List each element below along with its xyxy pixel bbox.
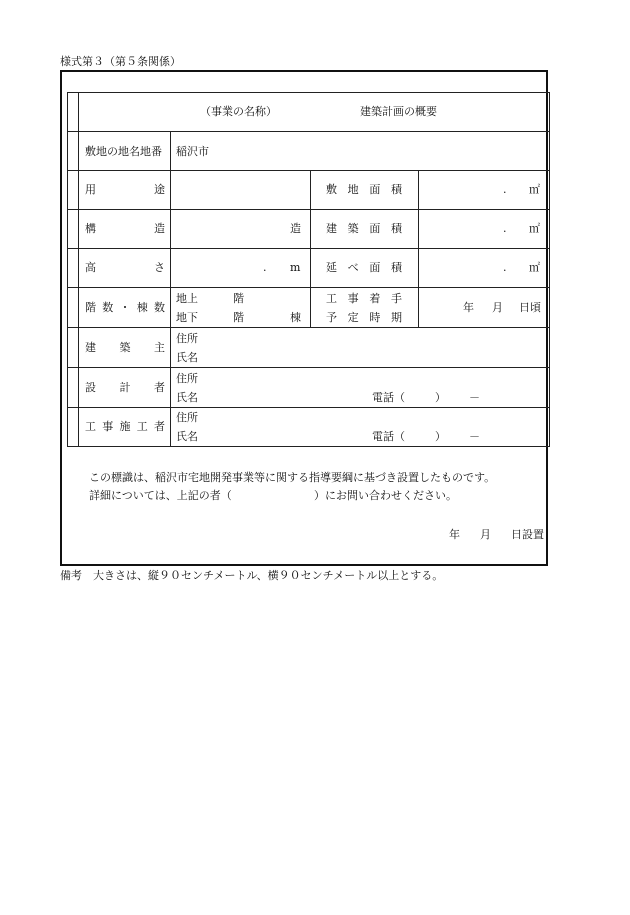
designer-phone-label: 電話（: [372, 391, 405, 404]
owner-label: 建 築 主: [85, 341, 165, 354]
start-year: 年: [463, 301, 474, 314]
sign-title: 建築計画の概要: [360, 105, 437, 118]
floor-area-unit: ㎡: [529, 261, 540, 274]
site-area-label: 敷 地 面 積: [326, 183, 402, 196]
start-day: 日頃: [519, 301, 541, 314]
designer-phone-dash: －: [469, 391, 480, 404]
building-area-unit: ㎡: [529, 222, 540, 235]
contractor-address-label: 住所: [176, 411, 198, 424]
designer-label: 設 計 者: [85, 381, 165, 394]
structure-suffix: 造: [290, 222, 301, 235]
start-label-line1: 工 事 着 手: [326, 292, 402, 305]
designer-address-label: 住所: [176, 372, 198, 385]
above-ground-label: 地上: [176, 292, 198, 305]
below-ground-unit: 階: [233, 311, 244, 324]
site-label: 敷地の地名地番: [85, 145, 162, 158]
contractor-label: 工 事 施 工 者: [85, 420, 165, 433]
site-area-dot: .: [503, 183, 507, 196]
floors-label: 階 数 ・ 棟 数: [85, 301, 165, 314]
notice-line-2a: 詳細については、上記の者（: [89, 489, 232, 502]
notice-line-2b: ）にお問い合わせください。: [314, 489, 457, 502]
project-name-label: （事業の名称）: [200, 105, 277, 118]
contractor-phone-dash: －: [469, 430, 480, 443]
height-label: 高 さ: [85, 261, 165, 274]
start-month: 月: [492, 301, 503, 314]
start-label-line2: 予 定 時 期: [326, 311, 402, 324]
building-area-dot: .: [503, 222, 507, 235]
floor-area-label: 延 べ 面 積: [326, 261, 402, 274]
building-count-unit: 棟: [290, 311, 301, 324]
installed-day: 日設置: [511, 528, 544, 541]
structure-label: 構 造: [85, 222, 165, 235]
above-ground-unit: 階: [233, 292, 244, 305]
installed-month: 月: [480, 528, 491, 541]
site-value: 稲沢市: [176, 145, 209, 158]
owner-address-label: 住所: [176, 332, 198, 345]
remark: 備考 大きさは、縦９０センチメートル、横９０センチメートル以上とする。: [60, 569, 444, 582]
designer-name-label: 氏名: [176, 391, 198, 404]
below-ground-label: 地下: [176, 311, 198, 324]
site-area-unit: ㎡: [529, 183, 540, 196]
notice-line-1: この標識は、稲沢市宅地開発事業等に関する指導要綱に基づき設置したものです。: [89, 471, 496, 484]
contractor-name-label: 氏名: [176, 430, 198, 443]
use-label: 用 途: [85, 183, 165, 196]
designer-phone-close: ）: [435, 391, 446, 404]
contractor-phone-label: 電話（: [372, 430, 405, 443]
floor-area-dot: .: [503, 261, 507, 274]
height-unit: m: [290, 261, 301, 274]
contractor-phone-close: ）: [435, 430, 446, 443]
form-label: 様式第３（第５条関係）: [60, 55, 181, 68]
height-dot: .: [263, 261, 267, 274]
owner-name-label: 氏名: [176, 351, 198, 364]
building-area-label: 建 築 面 積: [326, 222, 402, 235]
installed-year: 年: [449, 528, 460, 541]
